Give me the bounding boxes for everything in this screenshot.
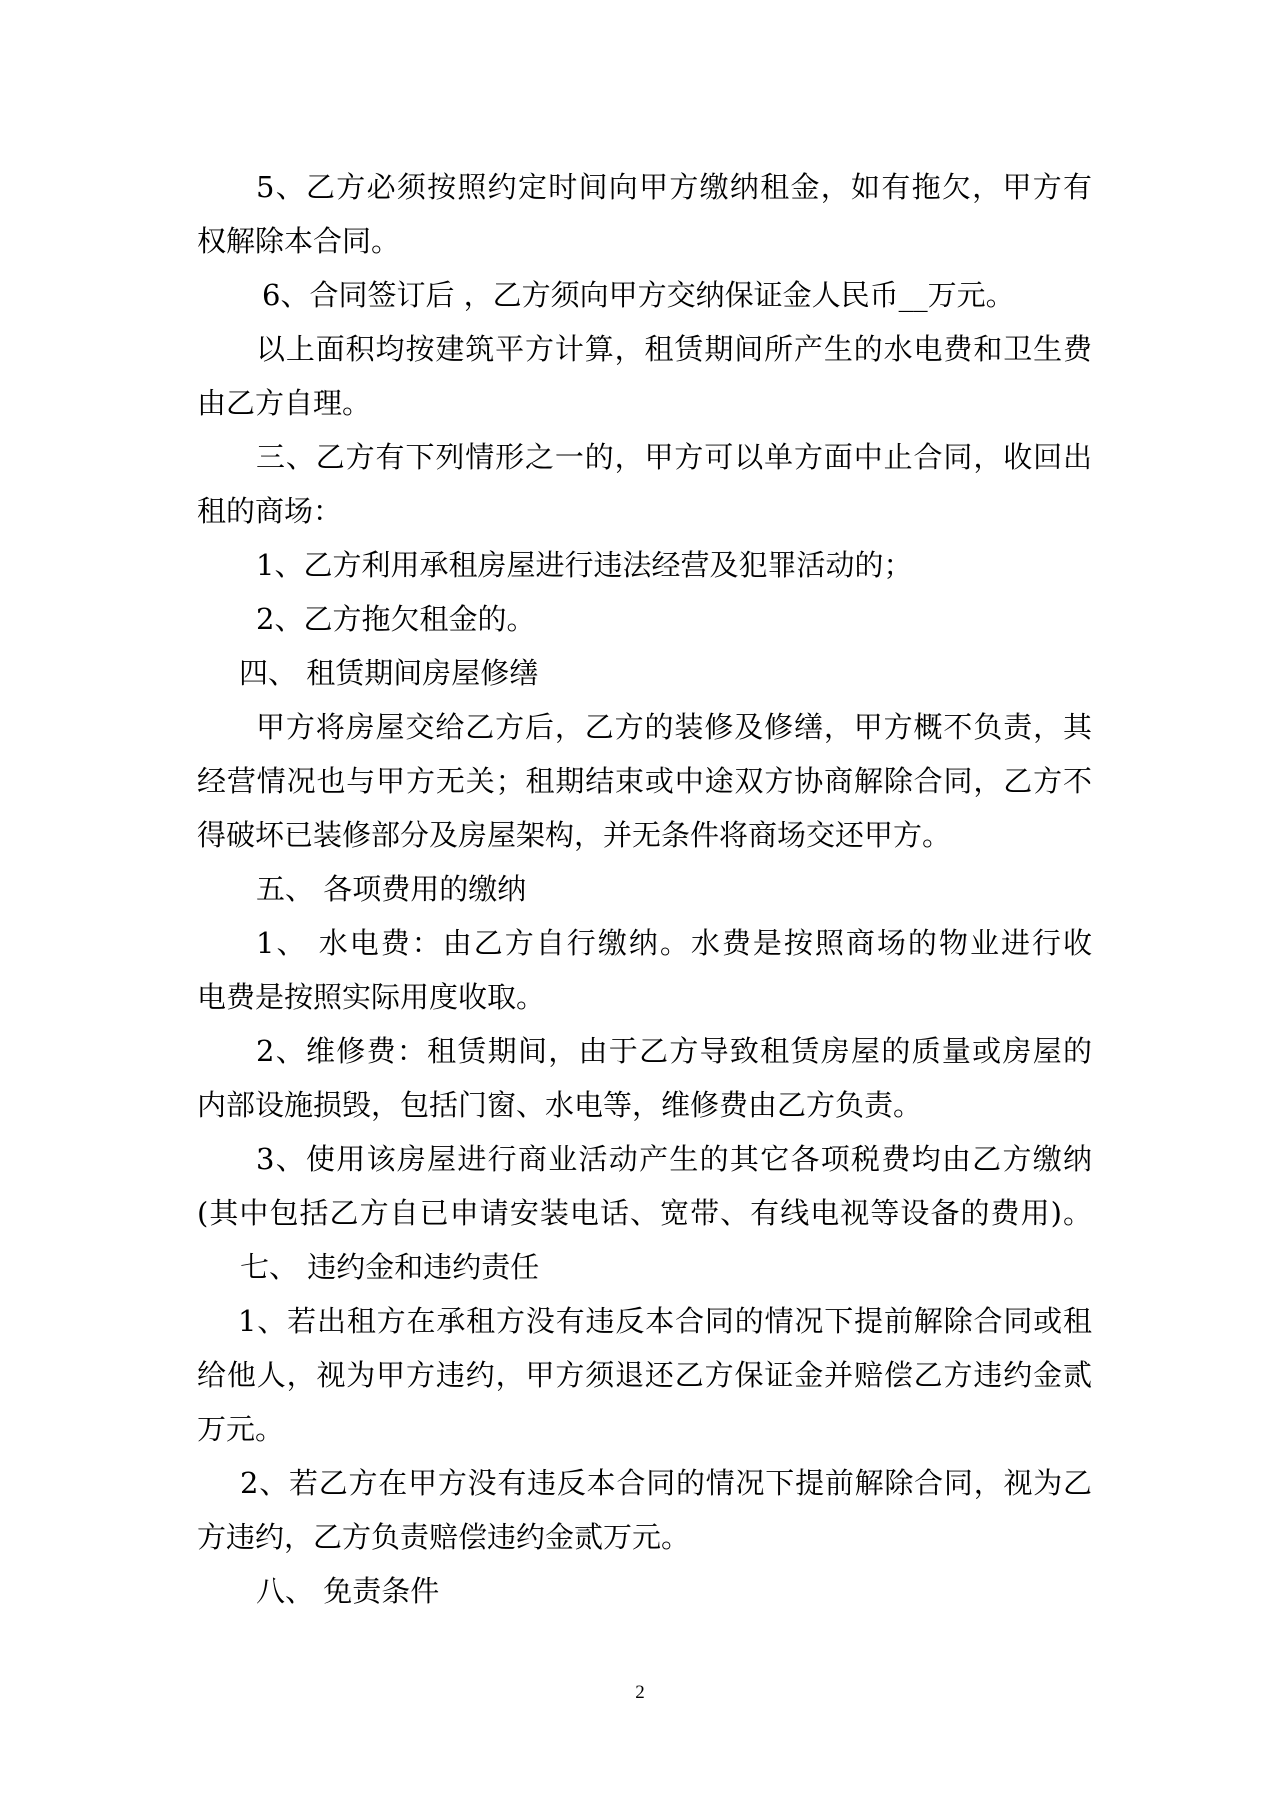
page-number: 2 [635,1682,645,1703]
paragraph-line: 内部设施损毁，包括门窗、水电等，维修费由乙方负责。 [197,1088,923,1122]
paragraph-line: 以上面积均按建筑平方计算，租赁期间所产生的水电费和卫生费 [256,332,1092,366]
heading-line: 五、 各项费用的缴纳 [256,872,527,906]
paragraph-line: 2、维修费：租赁期间，由于乙方导致租赁房屋的质量或房屋的 [256,1034,1092,1068]
paragraph-line: 3、使用该房屋进行商业活动产生的其它各项税费均由乙方缴纳 [256,1142,1092,1176]
paragraph-line: 租的商场： [197,494,343,528]
paragraph-line: 权解除本合同。 [197,224,401,258]
paragraph-line: 1、 水电费：由乙方自行缴纳。水费是按照商场的物业进行收 [256,926,1092,960]
paragraph-line: 万元。 [197,1412,285,1446]
paragraph-line: 三、乙方有下列情形之一的，甲方可以单方面中止合同，收回出 [256,440,1092,474]
paragraph-line: 2、乙方拖欠租金的。 [256,602,536,636]
paragraph-line: 给他人，视为甲方违约，甲方须退还乙方保证金并赔偿乙方违约金贰 [197,1358,1092,1392]
paragraph-line: 电费是按照实际用度收取。 [197,980,546,1014]
paragraph-line: 甲方将房屋交给乙方后，乙方的装修及修缮，甲方概不负责，其 [256,710,1092,744]
heading-line: 七、 违约金和违约责任 [240,1250,540,1284]
heading-line: 八、 免责条件 [256,1574,440,1608]
paragraph-line: 5、乙方必须按照约定时间向甲方缴纳租金，如有拖欠，甲方有 [256,170,1092,204]
paragraph-line: 方违约，乙方负责赔偿违约金贰万元。 [197,1520,691,1554]
paragraph-line: 1、若出租方在承租方没有违反本合同的情况下提前解除合同或租 [238,1304,1092,1338]
heading-line: 四、 租赁期间房屋修缮 [239,656,539,690]
paragraph-line: 2、若乙方在甲方没有违反本合同的情况下提前解除合同，视为乙 [240,1466,1092,1500]
paragraph-line: 得破坏已装修部分及房屋架构，并无条件将商场交还甲方。 [197,818,952,852]
paragraph-line: 经营情况也与甲方无关；租期结束或中途双方协商解除合同，乙方不 [197,764,1092,798]
paragraph-line: 6、合同签订后 ，乙方须向甲方交纳保证金人民币__万元。 [262,278,1015,312]
paragraph-line: 1、乙方利用承租房屋进行违法经营及犯罪活动的； [256,548,913,582]
paragraph-line: (其中包括乙方自已申请安装电话、宽带、有线电视等设备的费用)。 [197,1196,1092,1230]
paragraph-line: 由乙方自理。 [197,386,372,420]
